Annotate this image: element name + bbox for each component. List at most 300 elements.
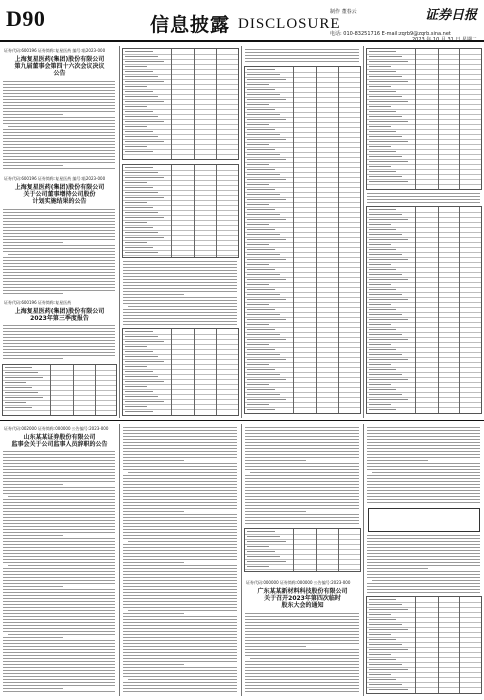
announcement-title: 2023年第三季度报告 [30,315,89,322]
table-row-rule [3,405,116,406]
text-line [128,610,237,611]
text-line [367,538,480,539]
text-line [123,309,237,310]
table-row-rule [123,374,238,375]
table-cell-text [369,264,391,265]
table-cell-text [125,341,164,342]
text-line [123,619,237,620]
table-column-rule [338,529,339,571]
table-cell-text [369,399,408,400]
text-line [3,269,115,270]
table-row-rule [245,227,360,228]
text-line [3,637,63,638]
table-cell-text [125,406,147,407]
text-line [123,427,237,428]
table-cell-text [247,354,280,355]
text-line [3,263,115,264]
table-cell-text [247,309,275,310]
text-line [3,349,115,350]
table-cell-text [369,339,408,340]
column-7 [244,424,361,696]
table-cell-text [247,174,280,175]
text-line [245,475,359,476]
text-line [3,664,115,665]
text-line [245,679,359,680]
table-row-rule [123,384,238,385]
text-line [245,487,359,488]
table-row-rule [123,79,238,80]
text-line [3,209,115,210]
table-cell-text [247,199,286,200]
table-row-rule [367,642,481,643]
table-row-rule [123,149,238,150]
table-cell-text [247,139,286,140]
table-row-rule [245,127,360,128]
table-cell-text [125,151,153,152]
table-cell-text [125,71,153,72]
text-line [123,270,237,271]
table-cell-text [369,664,402,665]
table-row-rule [123,409,238,410]
text-line [123,285,237,286]
table-cell-text [369,364,391,365]
table-row-rule [367,652,481,653]
table-cell-text [369,309,396,310]
table-cell-text [247,551,275,552]
text-line [367,592,480,593]
text-line [123,282,237,283]
table-cell-text [125,371,153,372]
text-line [123,553,237,554]
table-cell-text [125,76,158,77]
table-cell-text [125,411,153,412]
contact-line: 电话: 010-83251716 E-mail:zqrb9@zqrb.sina.net [330,31,451,37]
announcement-title: 第九届董事会第四十六次会议决议 [14,63,105,70]
table-cell-text [247,214,280,215]
table-cell-text [247,409,275,410]
table-cell-text [369,254,402,255]
text-line [123,505,237,506]
table-cell-text [125,121,164,122]
table-cell-text [247,269,275,270]
table-row-rule [367,602,481,603]
table-row-rule [367,144,481,145]
table-cell-text [247,324,269,325]
table-cell-text [247,274,280,275]
table-row-rule [367,377,481,378]
announcement-code-line: 证券代码:600196 证券简称:复星医药 [4,300,72,305]
table-column-rule [415,597,416,693]
table-cell-text [247,234,280,235]
table-cell-text [369,176,402,177]
text-line [123,475,237,476]
text-line [245,481,359,482]
table-row-rule [367,662,481,663]
text-line [123,595,237,596]
table-cell-text [247,279,286,280]
text-line [367,589,480,590]
table-row-rule [123,250,238,251]
text-line [245,463,359,464]
table-row-rule [367,222,481,223]
table-cell-text [369,659,396,660]
table-cell-text [125,81,164,82]
text-line [3,550,115,551]
table-cell-text [247,369,275,370]
table-column-rule [171,329,172,415]
text-line [245,655,359,656]
table-row-rule [245,207,360,208]
text-line [3,120,115,121]
table-cell-text [125,386,147,387]
table-row-rule [123,144,238,145]
table-row-rule [123,339,238,340]
table-cell-text [247,556,280,557]
table-row-rule [245,147,360,148]
text-line [367,193,480,194]
table-cell-text [369,629,408,630]
table-cell-text [5,377,43,378]
text-line [3,150,115,151]
table-row-rule [123,389,238,390]
table-cell-text [247,114,280,115]
text-line [3,230,115,231]
table-cell-text [247,229,275,230]
text-line [367,478,480,479]
text-line [3,472,115,473]
text-line [123,499,237,500]
text-line [3,212,115,213]
table-row-rule [123,119,238,120]
text-line [3,147,115,148]
table-row-rule [367,277,481,278]
text-line [123,300,237,301]
table-cell-text [125,391,153,392]
table-cell-text [247,359,286,360]
table-cell-text [247,104,269,105]
text-line [3,96,115,97]
table-cell-text [125,111,153,112]
financial-table [122,48,239,160]
table-column-rule [194,165,195,257]
table-cell-text [369,404,391,405]
table-cell-text [247,169,275,170]
table-row-rule [245,197,360,198]
text-line [245,55,359,56]
text-line [3,607,115,608]
text-line [123,294,184,295]
text-line [245,499,359,500]
table-cell-text [125,227,153,228]
text-line [372,472,480,473]
text-line [3,99,115,100]
column-8 [366,424,482,696]
table-row-rule [123,59,238,60]
table-cell-text [125,116,158,117]
text-line [123,565,237,566]
table-row-rule [245,172,360,173]
text-line [3,682,115,683]
table-cell-text [125,401,164,402]
text-line [3,218,115,219]
table-cell-text [369,294,402,295]
table-row-rule [123,200,238,201]
table-column-rule [293,67,294,413]
text-line [123,484,237,485]
text-line [3,631,115,632]
table-row-rule [245,362,360,363]
table-cell-text [247,249,275,250]
text-line [245,478,359,479]
text-line [3,610,115,611]
table-row-rule [245,322,360,323]
table-cell-text [125,86,147,87]
text-line [3,105,115,106]
text-line [367,439,480,440]
text-line [123,640,237,641]
table-cell-text [369,374,402,375]
table-cell-text [369,319,408,320]
table-cell-text [369,209,396,210]
table-row-rule [367,607,481,608]
table-cell-text [247,379,286,380]
table-row-rule [245,277,360,278]
table-cell-text [369,354,402,355]
text-line [3,239,115,240]
column-3 [244,46,361,418]
table-cell-text [369,349,396,350]
table-row-rule [245,282,360,283]
table-cell-text [369,269,396,270]
text-line [123,604,237,605]
table-cell-text [125,106,147,107]
table-cell-text [247,561,286,562]
table-row-rule [245,564,360,565]
announcement-body [244,612,361,694]
table-cell-text [125,207,153,208]
text-line [367,484,480,485]
table-cell-text [369,151,396,152]
text-line [3,475,115,476]
table-row-rule [123,175,238,176]
table-row-rule [245,142,360,143]
text-line [123,613,184,614]
table-row-rule [245,82,360,83]
table-row-rule [123,334,238,335]
table-row-rule [367,282,481,283]
section-title: 信息披露 [150,14,231,36]
table-cell-text [247,364,269,365]
table-row-rule [367,627,481,628]
table-cell-text [369,669,408,670]
table-row-rule [367,682,481,683]
text-line [245,469,359,470]
text-line [245,664,359,665]
table-column-rule [415,49,416,189]
table-cell-text [369,384,391,385]
table-cell-text [125,101,164,102]
table-cell-text [247,149,275,150]
table-cell-text [369,274,402,275]
announcement-body [2,80,117,172]
table-row-rule [367,302,481,303]
table-row-rule [245,267,360,268]
table-cell-text [369,76,402,77]
text-line [3,117,115,118]
text-line [3,613,115,614]
text-line [245,460,306,461]
text-line [245,652,359,653]
table-cell-text [369,299,408,300]
table-row-rule [123,84,238,85]
text-line [123,538,237,539]
table-row-rule [123,364,238,365]
text-line [123,535,237,536]
column-divider [241,46,242,418]
table-cell-text [369,329,396,330]
text-line [3,260,115,261]
table-row-rule [123,109,238,110]
text-line [123,649,237,650]
table-row-rule [367,129,481,130]
table-cell-text [247,129,275,130]
table-row-rule [367,672,481,673]
table-cell-text [125,212,158,213]
table-cell-text [247,536,280,537]
text-line [3,508,115,509]
table-row-rule [3,380,116,381]
table-row-rule [367,237,481,238]
table-cell-text [369,111,396,112]
table-cell-text [125,192,158,193]
text-line [245,634,359,635]
table-cell-text [369,101,408,102]
table-cell-text [125,336,158,337]
table-row-rule [245,272,360,273]
text-line [245,505,359,506]
text-line [123,487,237,488]
table-cell-text [369,51,396,52]
text-line [3,84,115,85]
table-cell-text [125,141,164,142]
text-line [3,589,115,590]
text-line [3,526,115,527]
text-line [3,242,63,243]
text-line [3,544,115,545]
text-line [3,643,115,644]
section-title-en: DISCLOSURE [238,16,341,32]
table-cell-text [247,289,275,290]
text-line [3,87,115,88]
text-line [367,559,480,560]
table-cell-text [247,284,269,285]
text-line [372,580,480,581]
text-line [123,670,237,671]
table-row-rule [367,134,481,135]
text-line [245,427,359,428]
text-line [123,315,237,316]
table-cell-text [369,334,402,335]
table-cell-text [247,384,269,385]
text-line [3,688,63,689]
table-cell-text [125,187,153,188]
text-line [3,547,115,548]
table-cell-text [369,166,391,167]
text-line [245,508,359,509]
announcement-body [2,450,117,694]
table-row-rule [123,379,238,380]
table-cell-text [369,289,396,290]
text-line [245,628,359,629]
text-line [123,652,237,653]
table-cell-text [369,369,396,370]
text-line [245,433,359,434]
table-row-rule [123,245,238,246]
table-cell-text [247,69,275,70]
text-line [123,502,237,503]
table-cell-text [125,366,147,367]
text-line [123,508,237,509]
table-row-rule [367,322,481,323]
table-row-rule [367,407,481,408]
text-line [3,649,115,650]
text-line [245,49,359,50]
table-row-rule [245,337,360,338]
table-row-rule [367,347,481,348]
table-column-rule [216,165,217,257]
table-row-rule [245,397,360,398]
text-line [245,616,359,617]
table-cell-text [125,177,164,178]
table-row-rule [367,114,481,115]
table-row-rule [3,370,116,371]
text-line [3,162,115,163]
text-line [123,631,237,632]
table-cell-text [369,106,391,107]
table-row-rule [367,54,481,55]
text-line [245,676,359,677]
table-cell-text [247,109,275,110]
table-row-rule [123,124,238,125]
table-cell-text [247,389,275,390]
announcement-subtitle: 股东大会的通知 [281,602,324,609]
table-column-rule [95,365,96,415]
table-column-rule [171,165,172,257]
announcement-code-line: 证券代码:000000 证券简称:000000 公告编号:2023-000 [246,580,351,585]
text-line [3,562,115,563]
text-line [3,224,115,225]
text-line [123,457,237,458]
text-line [3,685,115,686]
announcement-company: 广东某某新材料科技股份有限公司 [257,588,348,595]
announcement-title: 关于召开2023年第四次临时 [264,595,341,602]
table-row-rule [123,404,238,405]
text-line [8,565,115,566]
table-row-rule [123,129,238,130]
table-row-rule [123,215,238,216]
text-line [245,691,359,692]
table-cell-text [125,381,164,382]
table-cell-text [5,402,26,403]
table-row-rule [123,394,238,395]
table-cell-text [125,172,158,173]
table-cell-text [5,387,32,388]
table-row-rule [245,357,360,358]
table-cell-text [369,344,391,345]
table-row-rule [367,109,481,110]
column-6 [122,424,239,696]
text-line [3,114,63,115]
